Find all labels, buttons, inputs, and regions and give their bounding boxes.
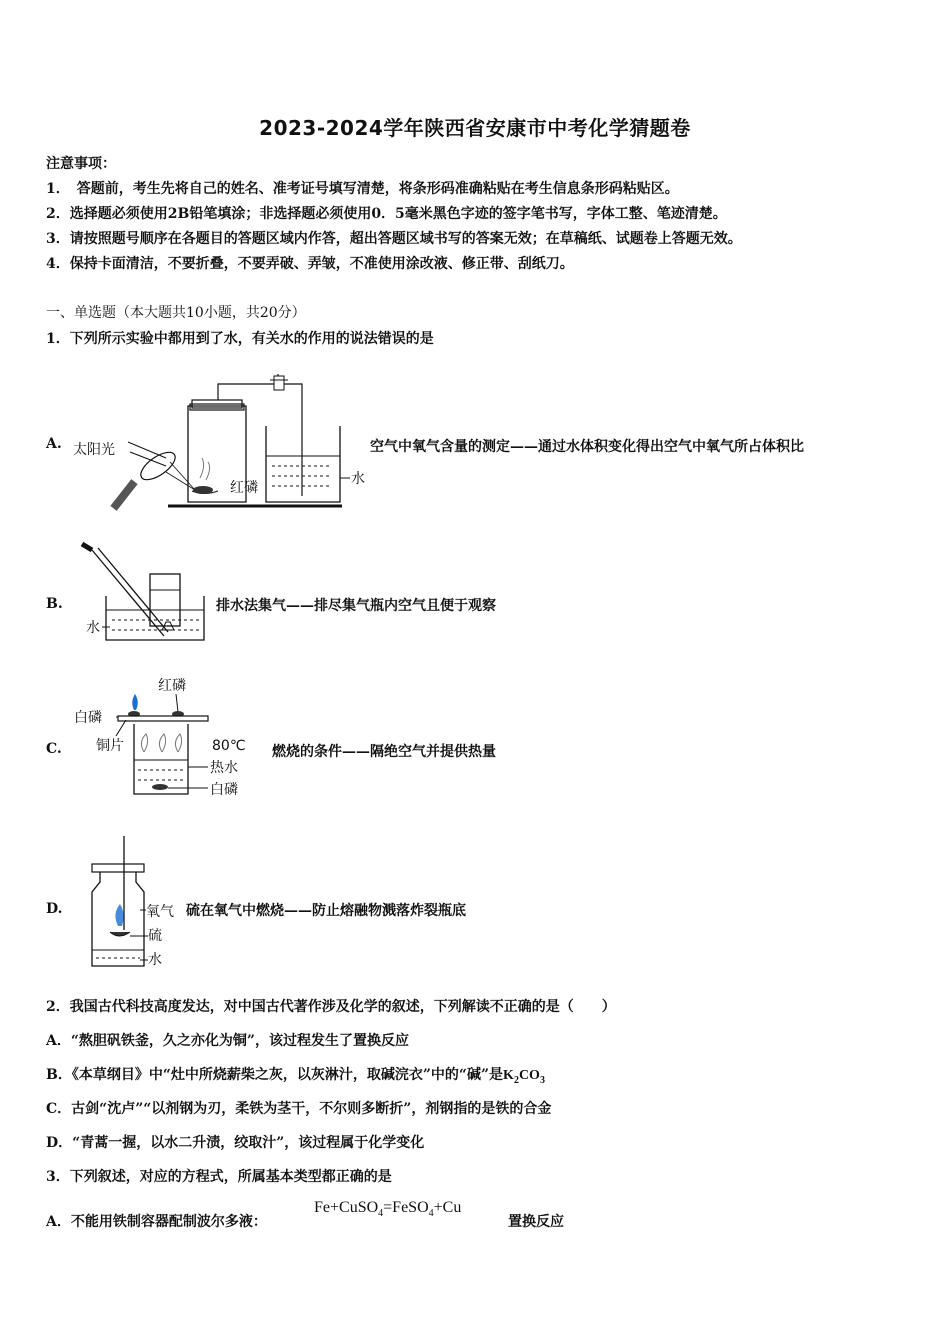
q1-option-a-text: 空气中氧气含量的测定——通过水体积变化得出空气中氧气所占体积比 xyxy=(370,439,804,455)
q2-option-b: B．《本草纲目》中“灶中所烧薪柴之灰，以灰淋汁，取碱浣衣”中的“碱”是$K_2CO_3$ xyxy=(46,1067,545,1086)
label-sunlight: 太阳光 xyxy=(73,442,115,458)
q2-option-c: C．古剑“沈卢”“以剂钢为刃，柔铁为茎干，不尔则多断折”，剂钢指的是铁的合金 xyxy=(46,1101,552,1117)
label-hot-water: 热水 xyxy=(210,760,238,776)
label-water-b: 水 xyxy=(86,620,100,636)
page-title: 2023-2024学年陕西省安康市中考化学猜题卷 xyxy=(259,116,691,140)
label-oxygen: 氧气 xyxy=(146,904,174,920)
q1-option-b-text: 排水法集气——排尽集气瓶内空气且便于观察 xyxy=(216,598,496,614)
q3-option-a-prefix: A．不能用铁制容器配制波尔多液： xyxy=(46,1214,267,1230)
q3-option-a-type: 置换反应 xyxy=(508,1214,564,1230)
flame-icon xyxy=(132,694,138,710)
figure-a-apparatus xyxy=(70,366,370,514)
label-red-phosphorus-c: 红磷 xyxy=(158,678,186,694)
notice-heading: 注意事项： xyxy=(46,156,116,172)
label-copper-sheet: 铜片 xyxy=(96,738,124,754)
question-3-stem: 3．下列叙述，对应的方程式，所属基本类型都正确的是 xyxy=(46,1169,392,1185)
figure-d-apparatus xyxy=(86,834,196,970)
question-1-stem: 1．下列所示实验中都用到了水，有关水的作用的说法错误的是 xyxy=(46,331,434,347)
notice-item-4: 4．保持卡面清洁，不要折叠，不要弄破、弄皱，不准使用涂改液、修正带、刮纸刀。 xyxy=(46,256,574,272)
label-water-d: 水 xyxy=(148,952,162,968)
notice-item-3: 3．请按照题号顺序在各题目的答题区域内作答，超出答题区域书写的答案无效；在草稿纸、试题卷上答题无效。 xyxy=(46,231,742,247)
magnifier-handle-icon xyxy=(110,479,137,511)
label-sulfur: 硫 xyxy=(148,928,162,944)
q2-option-a: A．“熬胆矾铁釜，久之亦化为铜”，该过程发生了置换反应 xyxy=(46,1033,409,1049)
q1-option-c-letter: C. xyxy=(46,741,62,757)
sulfur-flame-icon xyxy=(115,904,123,926)
question-2-stem: 2．我国古代科技高度发达，对中国古代著作涉及化学的叙述，下列解读不正确的是（ ） xyxy=(46,999,616,1015)
q3-option-a-equation: Fe+CuSO$_4$=FeSO$_4$+Cu xyxy=(314,1199,462,1220)
combustion-spoon-icon xyxy=(193,486,213,494)
q1-option-c-text: 燃烧的条件——隔绝空气并提供热量 xyxy=(272,744,496,760)
q2-option-d: D．“青蒿一握，以水二升渍，绞取汁”，该过程属于化学变化 xyxy=(46,1135,425,1151)
q1-option-b-letter: B. xyxy=(46,596,63,612)
label-red-phosphorus: 红磷 xyxy=(230,480,258,496)
figure-c-apparatus xyxy=(72,672,262,804)
label-water-a: 水 xyxy=(351,471,365,487)
q1-option-d-letter: D. xyxy=(46,901,63,917)
notice-item-1: 1． 答题前，考生先将自己的姓名、准考证号填写清楚，将条形码准确粘贴在考生信息条形码粘贴区。 xyxy=(46,181,679,197)
q1-option-d-text: 硫在氧气中燃烧——防止熔融物溅落炸裂瓶底 xyxy=(186,903,466,919)
q1-option-a-letter: A. xyxy=(46,436,62,452)
figure-b-apparatus xyxy=(80,540,210,646)
white-phosphorus-icon xyxy=(152,784,168,790)
label-white-phosphorus-bottom: 白磷 xyxy=(210,782,238,798)
label-80c: 80℃ xyxy=(212,738,246,754)
label-white-phosphorus-top: 白磷 xyxy=(74,710,102,726)
notice-item-2: 2．选择题必须使用2B铅笔填涂；非选择题必须使用0．5毫米黑色字迹的签字笔书写，字体工整、笔迹清楚。 xyxy=(46,206,727,222)
potassium-carbonate-formula: $K_2CO_3$ xyxy=(503,1068,545,1086)
section-heading: 一、单选题（本大题共10小题，共20分） xyxy=(46,305,306,321)
